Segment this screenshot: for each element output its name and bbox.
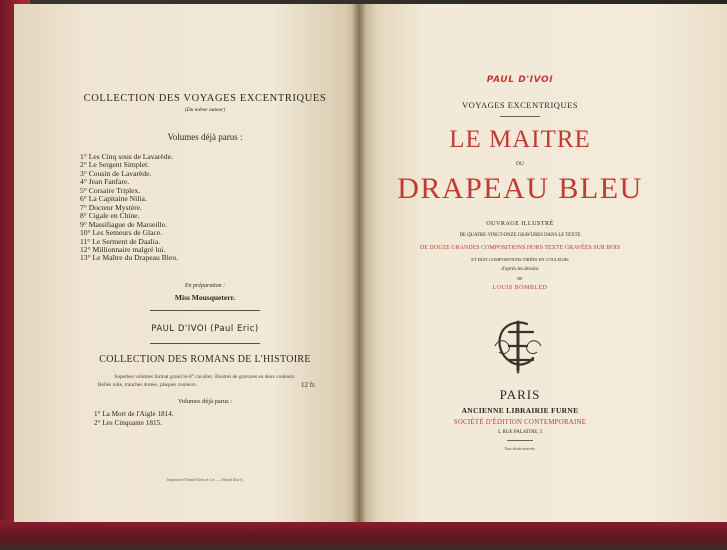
collection2-desc-1: Superbes volumes format grand in-8° cavalier, illustrés de gravures en deux couleurs. xyxy=(114,374,296,380)
divider xyxy=(150,310,260,311)
list-item: 9° Massiliague de Marseille. xyxy=(80,219,167,229)
list-item: 1° Les Cinq sous de Lavarède. xyxy=(80,152,173,161)
volumes-list xyxy=(80,153,178,263)
volumes-heading: Volumes déjà parus : xyxy=(167,132,243,142)
collection2-heading: Volumes déjà parus : xyxy=(177,398,233,405)
list-item: 4° Jean Fanfare. xyxy=(80,177,130,187)
author-name: PAUL D'IVOI xyxy=(486,75,554,85)
list-item: 7° Docteur Mystère. xyxy=(80,202,142,212)
list-item: 10° Les Semeurs de Glace. xyxy=(80,228,163,238)
book-cover-bottom-edge xyxy=(0,520,727,550)
author-line: PAUL D'IVOI (Paul Eric) xyxy=(151,324,259,334)
title-line-2: DRAPEAU BLEU xyxy=(397,172,643,205)
preparation-title: Miss Mousqueterr. xyxy=(174,293,236,302)
list-item: 8° Cigale en Chine. xyxy=(80,211,140,221)
ouvrage-line: OUVRAGE ILLUSTRÉ xyxy=(486,220,554,227)
society: SOCIÉTÉ D'ÉDITION CONTEMPORAINE xyxy=(453,419,587,426)
illustrator-line: LOUIS BOMBLED xyxy=(492,285,548,291)
publisher-monogram-icon xyxy=(487,316,549,376)
printer-line: Imprimerie Firmin-Didot et Cie. — Mesnil (Eure). xyxy=(166,478,244,482)
couleurs-line: ET HUIT COMPOSITIONS TIRÉES EN COULEURS xyxy=(471,257,569,262)
gravures-line: DE QUATRE-VINGT-ONZE GRAVURES DANS LE TEXTE xyxy=(459,233,581,238)
title-du: DU xyxy=(516,161,524,167)
list-item: 2° Le Sergent Simplet. xyxy=(80,160,150,170)
list-item: 12° Millionnaire malgré lui. xyxy=(80,244,166,254)
collection2-title: COLLECTION DES ROMANS DE L'HISTOIRE xyxy=(99,354,311,365)
book-gutter xyxy=(352,4,366,522)
series-name: VOYAGES EXCENTRIQUES xyxy=(461,100,578,110)
divider xyxy=(500,116,540,117)
rights-line: Tous droits réservés. xyxy=(504,447,536,451)
collection2-desc-2: Reliés toile, tranches dorées, plaques couleurs. xyxy=(98,382,197,388)
list-item: 1° La Mort de l'Aigle 1814. xyxy=(94,410,174,418)
address: 5, RUE PALATINE, 5 xyxy=(497,430,543,435)
title-line-1: LE MAITRE xyxy=(449,126,591,153)
list-item: 3° Cousin de Lavarède. xyxy=(80,168,152,178)
series-note: (Du même auteur) xyxy=(184,107,226,113)
list-item: 6° La Capitaine Nilia. xyxy=(80,194,147,204)
collection2-price: 12 fr. xyxy=(301,381,316,389)
list-item: 11° Le Serment de Daalia. xyxy=(80,236,161,246)
divider xyxy=(150,343,260,344)
left-page xyxy=(14,4,359,522)
preparation-label: En préparation : xyxy=(184,283,226,289)
de-line: DE xyxy=(517,276,523,281)
compositions-line: DE DOUZE GRANDES COMPOSITIONS HORS TEXTE GRAVÉES SUR BOIS xyxy=(419,245,621,251)
list-item: 2° Les Cinquante 1815. xyxy=(94,419,162,427)
series-title: COLLECTION DES VOYAGES EXCENTRIQUES xyxy=(83,93,327,104)
list-item: 5° Corsaire Triplex. xyxy=(80,185,141,195)
dessins-line: d'après les dessins xyxy=(501,267,539,272)
divider xyxy=(507,440,533,441)
city: PARIS xyxy=(499,387,541,402)
list-item: 13° Le Maître du Drapeau Bleu. xyxy=(80,253,178,263)
publisher: ANCIENNE LIBRAIRIE FURNE xyxy=(461,406,579,415)
